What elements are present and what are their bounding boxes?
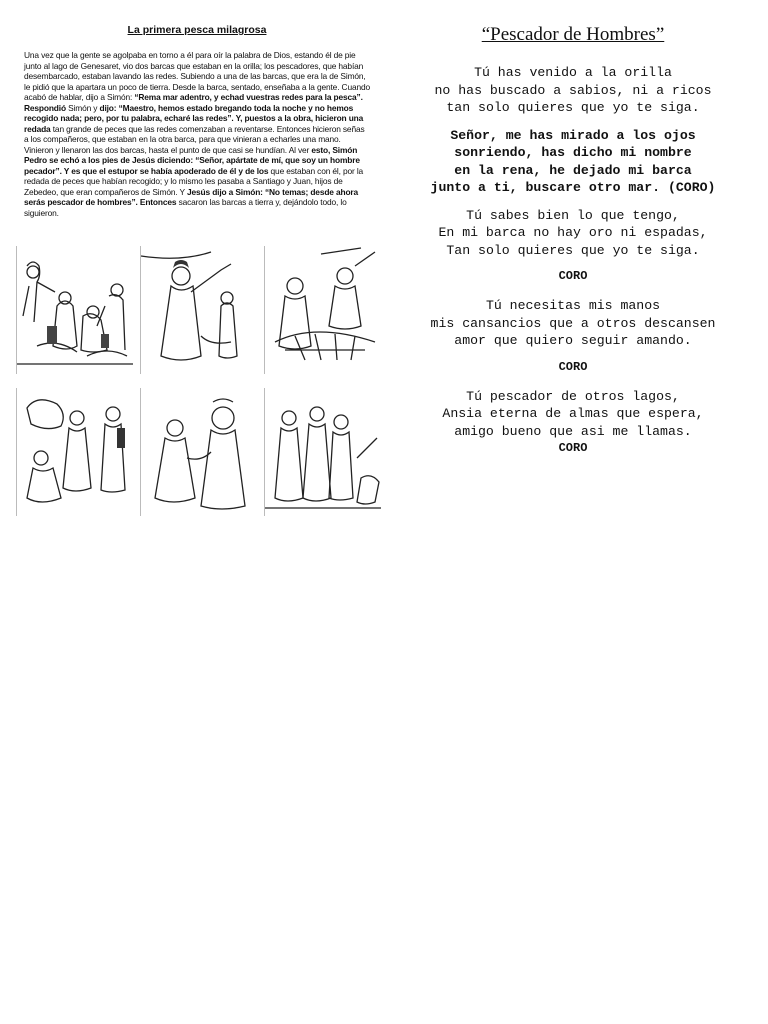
coro-label: CORO (558, 269, 588, 283)
song-line: Tú has venido a la orilla (474, 65, 672, 80)
song-line: en la rena, he dejado mi barca (454, 162, 692, 178)
stanza-1 (408, 64, 738, 117)
song-line: En mi barca no hay oro ni espadas, (438, 225, 708, 240)
story-segment-bold: Jesús dijo a Simón: “No temas; desde ahora serás pescador de hombres”. Entonces (24, 186, 359, 207)
stanza-2 (408, 207, 738, 260)
song-line: amigo bueno que asi me llamas. (454, 423, 692, 439)
jesus-pointing-panel (140, 246, 257, 374)
song-line: tan solo quieres que yo te siga. (446, 100, 700, 115)
jesus-teaching-crowd-panel (16, 246, 133, 374)
story-segment: tan grande de peces que las redes comenzaban a reventarse. Entonces hicieron señas a los compañeros, que estaban en la otra barca, para que vinieran a echarles una mano. Vinieron y llenaron las dos barcas, hasta el punto de que casi se hundían. Al ver (24, 123, 365, 155)
song-line: junto a ti, buscare otro mar. (CORO) (430, 180, 716, 195)
song-line: no has buscado a sabios, ni a ricos (434, 82, 712, 98)
song-line: Ansia eterna de almas que espera, (442, 406, 704, 421)
leaving-boats-panel (264, 388, 381, 516)
song-line: amor que quiero seguir amando. (454, 333, 692, 348)
story-segment-bold: esto, Simón Pedro se echó a los pies de Jesús diciendo: “Señor, apártate de mí, que soy un hombre pecador”. Y es que el estupor se había apoderado de él y de los (24, 144, 360, 176)
peter-kneeling-panel (16, 388, 133, 516)
song-line: Tú necesitas mis manos (485, 298, 661, 313)
stanza-4 (408, 388, 738, 458)
chorus-stanza (408, 127, 738, 197)
coro-label: CORO (558, 441, 588, 455)
song-line: Señor, me has mirado a los ojos (450, 127, 696, 143)
story-segment-bold: dijo: “Maestro, hemos estado bregando toda la noche y no hemos recogido nada; pero, por tu palabra, echaré las redes”. Y, puestos a la obra, hicieron una redada (24, 102, 364, 134)
song-title: “Pescador de Hombres” (481, 24, 665, 45)
story-segment: Una vez que la gente se agolpaba en torno a él para oír la palabra de Dios, estando él de pie junto al lago de Genesaret, vio dos barcas que estaban en la orilla; los pescadores, que habían desembarcado, estaban lavando las redes. Subiendo a una de las barcas, que era la de Simón, le pidió que la apartara un poco de tierra. Desde la barca, sentado, enseñaba a la gente. Cuando acabó de hablar, dijo a Simón: (24, 50, 370, 102)
fishermen-net-panel (264, 246, 381, 374)
story-segment: que estaban con él, por la redada de peces que habían recogido; y lo mismo les pasaba a Santiago y Juan, hijos de Zebedeo, que eran compañeros de Simón. Y (24, 165, 364, 197)
story-segment-bold: “Rema mar adentro, y echad vuestras redes para la pesca”. Respondió (24, 92, 363, 113)
story-title: La primera pesca milagrosa (127, 24, 267, 36)
song-column (408, 24, 738, 458)
story-segment: sacaron las barcas a tierra y, dejándolo todo, lo siguieron. (24, 197, 347, 218)
story-text (24, 50, 370, 218)
song-line: Tú sabes bien lo que tengo, (466, 207, 680, 223)
illustration-panels (16, 246, 382, 516)
song-line: Tú pescador de otros lagos, (466, 388, 680, 404)
jesus-disciples-panel (140, 388, 257, 516)
story-column (24, 24, 370, 218)
song-line: Tan solo quieres que yo te siga. (446, 242, 700, 258)
song-line: mis cansancios que a otros descansen (430, 315, 716, 331)
coro-label: CORO (558, 359, 588, 374)
story-segment: Simón y (65, 102, 100, 113)
stanza-3 (408, 297, 738, 350)
song-line: sonriendo, has dicho mi nombre (454, 145, 692, 160)
